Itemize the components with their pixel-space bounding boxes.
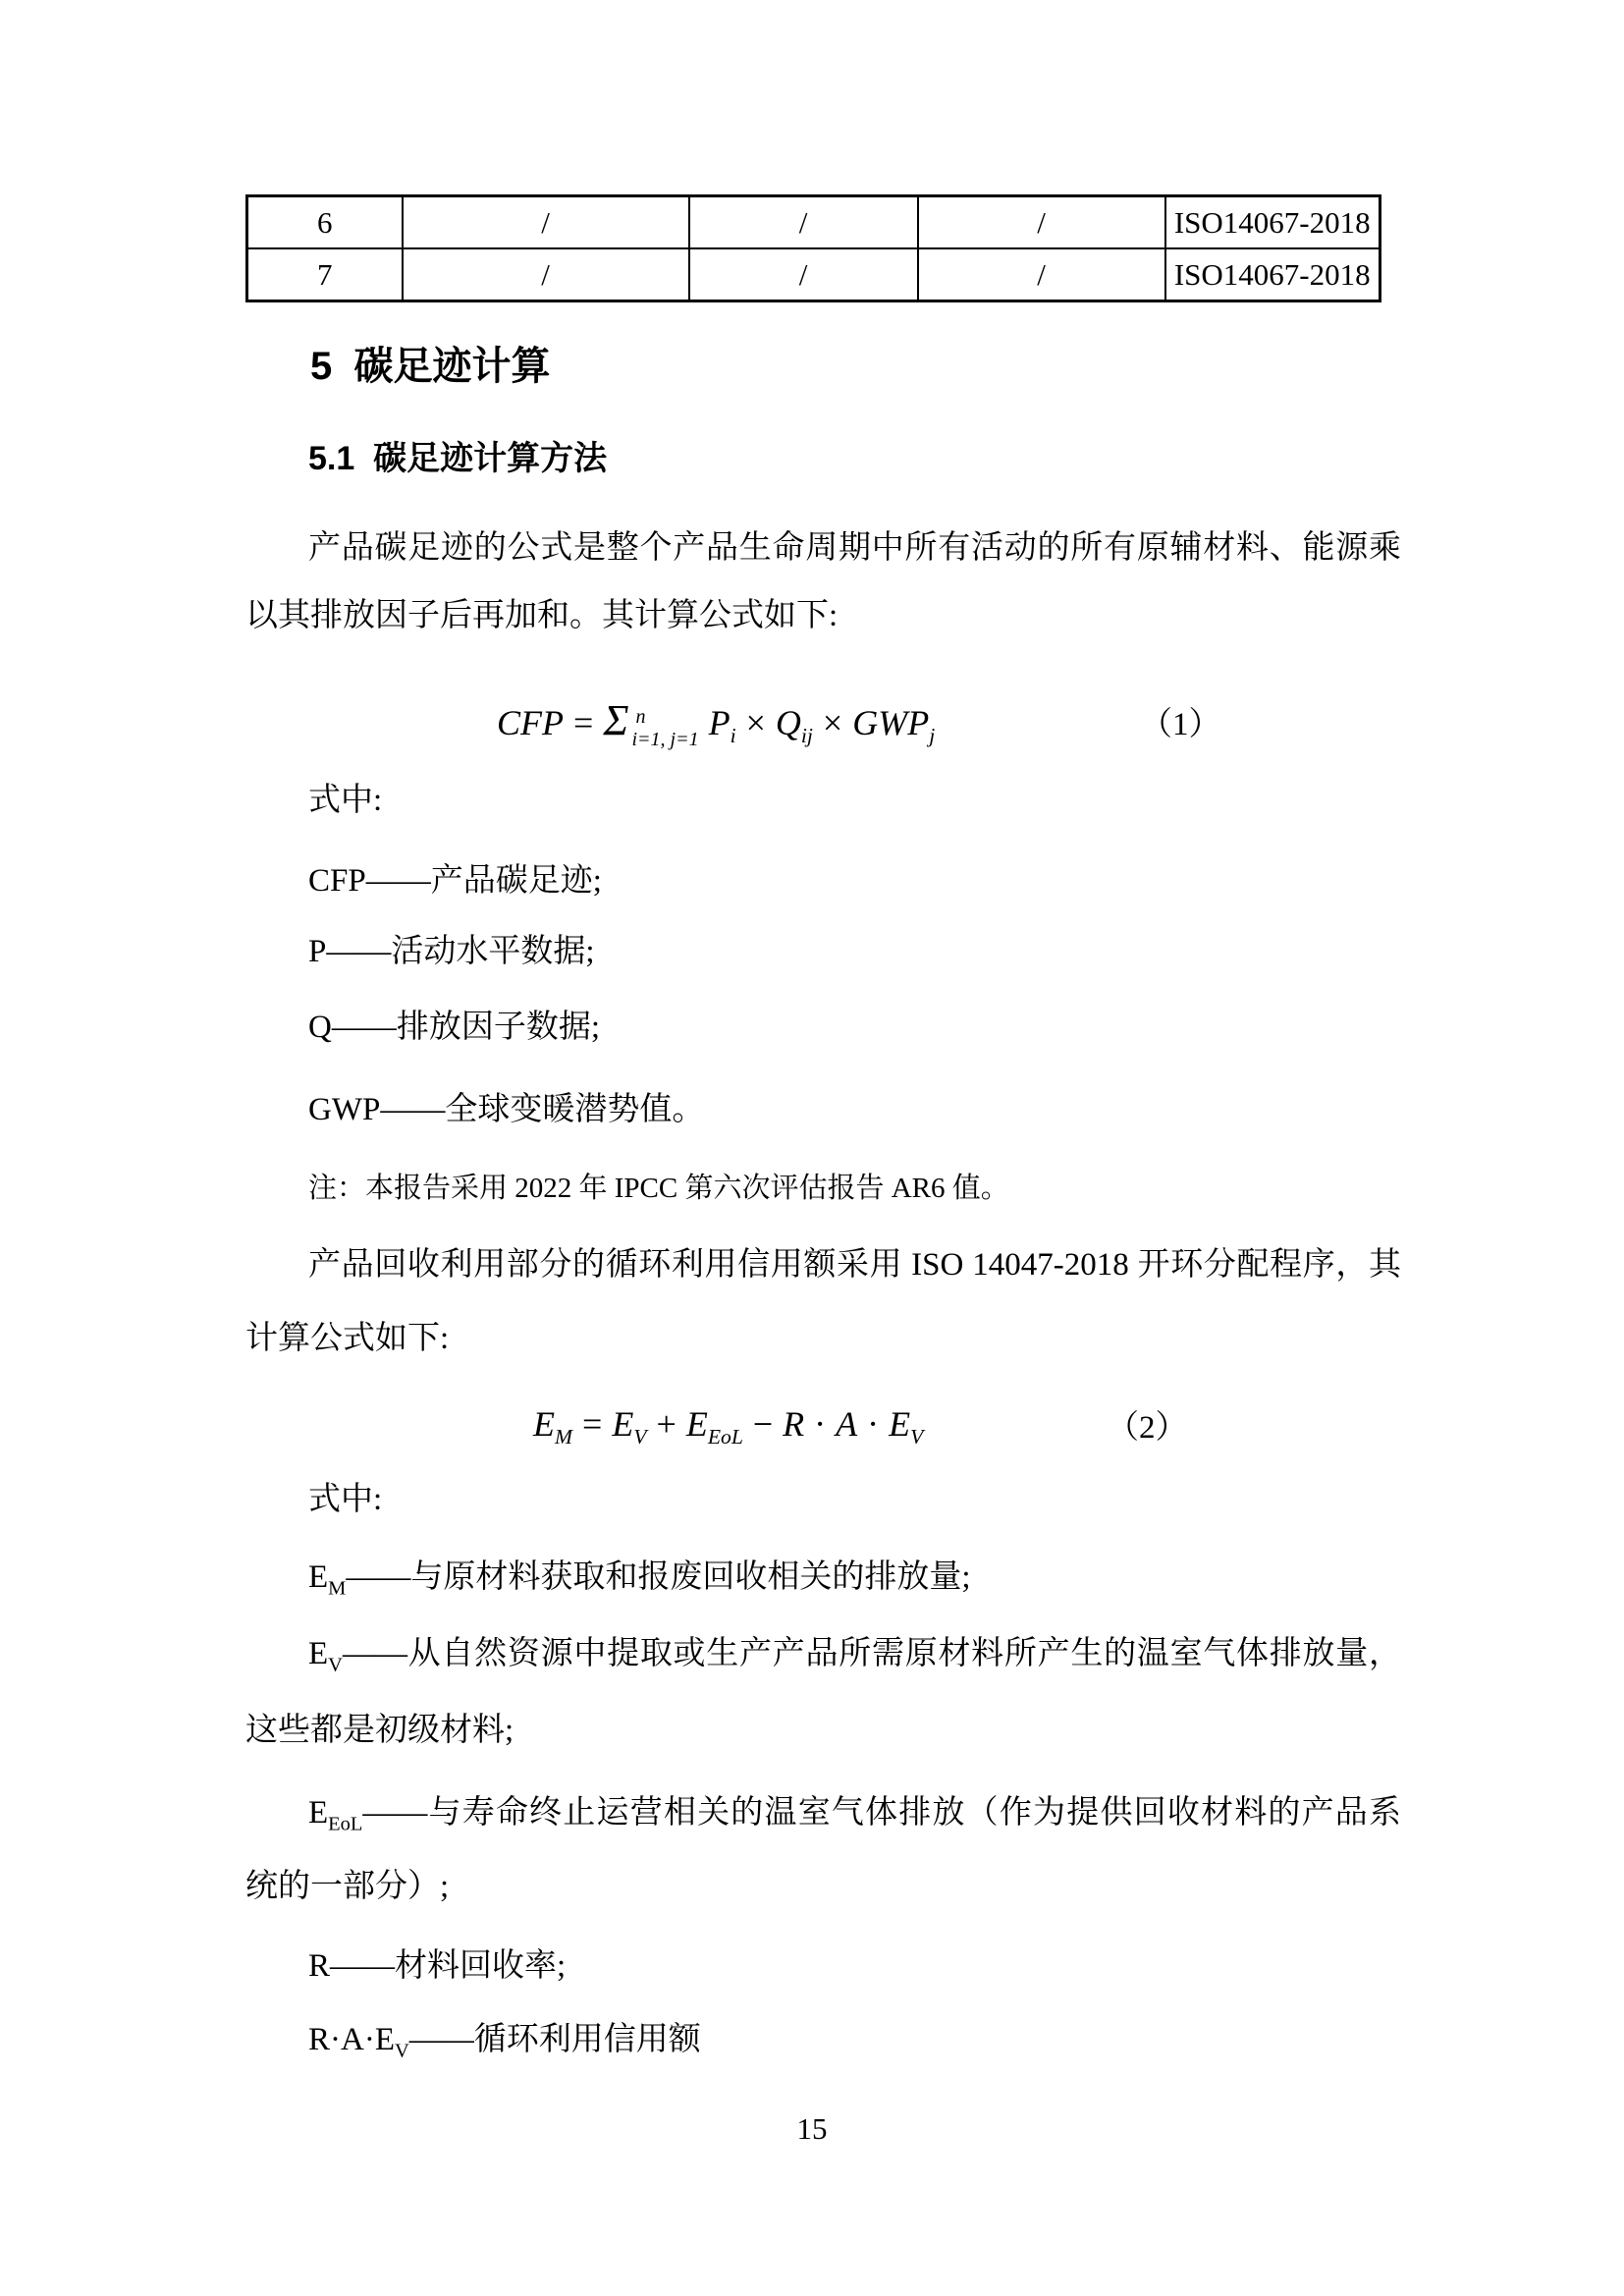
subscript: V bbox=[328, 1654, 343, 1676]
formula-1 bbox=[497, 696, 1401, 751]
definition-line bbox=[245, 2018, 1401, 2061]
paragraph-line: 式中: bbox=[308, 1482, 383, 1517]
times-sign: × bbox=[822, 703, 843, 742]
definition-line: GWP——全球变暖潜势值。 bbox=[308, 1092, 705, 1127]
table-cell: / bbox=[403, 196, 689, 249]
subscript: V bbox=[394, 2040, 409, 2062]
subscript: EoL bbox=[707, 1425, 743, 1449]
table-cell: / bbox=[918, 196, 1165, 249]
sigma-lower-limit: i=1, j=1 bbox=[631, 729, 699, 751]
page-number: 15 bbox=[796, 2111, 828, 2146]
variable-e: E bbox=[889, 1404, 911, 1444]
variable-q: Q bbox=[775, 703, 801, 742]
definition-text: ——从自然资源中提取或生产产品所需原材料所产生的温室气体排放量， bbox=[342, 1636, 1401, 1671]
formula-lhs: CFP bbox=[497, 703, 564, 742]
table-cell: / bbox=[403, 248, 689, 301]
symbol: E bbox=[308, 1795, 329, 1831]
definition-line: Q——排放因子数据; bbox=[308, 1010, 600, 1045]
subsection-heading: 5.1 碳足迹计算方法 bbox=[308, 440, 608, 477]
definition-line: R——材料回收率; bbox=[308, 1948, 567, 1984]
paragraph-line: 式中: bbox=[308, 783, 383, 818]
paragraph-line: 产品碳足迹的公式是整个产品生命周期中所有活动的所有原辅材料、能源乘 bbox=[308, 530, 1401, 566]
equals-sign: = bbox=[573, 703, 594, 742]
definition-line: P——活动水平数据; bbox=[308, 934, 595, 969]
definition-continuation: 统的一部分）; bbox=[245, 1869, 450, 1904]
equation-number: （2） bbox=[1107, 1410, 1188, 1446]
definition-text: ——与寿命终止运营相关的温室气体排放（作为提供回收材料的产品系 bbox=[362, 1795, 1401, 1831]
table-cell: / bbox=[689, 248, 918, 301]
subscript: i bbox=[730, 724, 736, 748]
paragraph-line: 计算公式如下: bbox=[245, 1321, 450, 1356]
variable-r: R bbox=[783, 1404, 805, 1444]
definition-line: CFP——产品碳足迹; bbox=[308, 863, 602, 899]
definition-text: ——循环利用信用额 bbox=[408, 2022, 701, 2057]
plus-sign: + bbox=[656, 1404, 677, 1444]
symbol: E bbox=[308, 1636, 329, 1671]
times-sign: × bbox=[745, 703, 766, 742]
subscript: V bbox=[633, 1425, 647, 1449]
definition-line bbox=[245, 1791, 1401, 1834]
subscript: ij bbox=[800, 724, 813, 748]
variable-e: E bbox=[685, 1404, 708, 1444]
table-cell: 7 bbox=[247, 248, 403, 301]
definition-text: ——与原材料获取和报废回收相关的排放量; bbox=[346, 1559, 971, 1595]
paragraph-line: 产品回收利用部分的循环利用信用额采用 ISO 14047-2018 开环分配程序，其 bbox=[308, 1247, 1401, 1283]
dot-operator: · bbox=[867, 1404, 880, 1444]
subscript: M bbox=[555, 1425, 572, 1449]
table-row bbox=[247, 196, 1380, 249]
section-heading: 5 碳足迹计算 bbox=[310, 345, 551, 388]
variable-e: E bbox=[533, 1404, 555, 1444]
dot-operator: · bbox=[814, 1404, 827, 1444]
formula-2 bbox=[533, 1402, 1401, 1449]
subscript: j bbox=[929, 724, 936, 748]
symbol: E bbox=[308, 1559, 329, 1595]
variable-e: E bbox=[612, 1404, 634, 1444]
subscript: M bbox=[328, 1577, 347, 1600]
table-cell: / bbox=[918, 248, 1165, 301]
table-cell: / bbox=[689, 196, 918, 249]
subscript: EoL bbox=[328, 1813, 363, 1835]
sigma-limits bbox=[631, 707, 698, 749]
definition-line bbox=[245, 1632, 1401, 1675]
definition-continuation: 这些都是初级材料; bbox=[245, 1713, 514, 1748]
minus-sign: − bbox=[752, 1404, 774, 1444]
equals-sign: = bbox=[582, 1404, 603, 1444]
variable-gwp: GWP bbox=[852, 703, 930, 742]
sigma-upper-limit: n bbox=[635, 706, 646, 729]
variable-a: A bbox=[836, 1404, 858, 1444]
table-cell: 6 bbox=[247, 196, 403, 249]
symbol: R·A·E bbox=[308, 2022, 395, 2057]
standards-table bbox=[245, 194, 1381, 302]
subscript: V bbox=[910, 1425, 924, 1449]
equation-number: （1） bbox=[1140, 707, 1221, 742]
paragraph-line: 以其排放因子后再加和。其计算公式如下: bbox=[245, 598, 839, 633]
table-cell: ISO14067-2018 bbox=[1165, 196, 1380, 249]
definition-line bbox=[245, 1556, 1401, 1599]
note-line: 注：本报告采用 2022 年 IPCC 第六次评估报告 AR6 值。 bbox=[308, 1173, 1009, 1204]
variable-p: P bbox=[708, 703, 731, 742]
sigma-symbol: Σ bbox=[603, 696, 629, 744]
table-row bbox=[247, 248, 1380, 301]
table-cell: ISO14067-2018 bbox=[1165, 248, 1380, 301]
